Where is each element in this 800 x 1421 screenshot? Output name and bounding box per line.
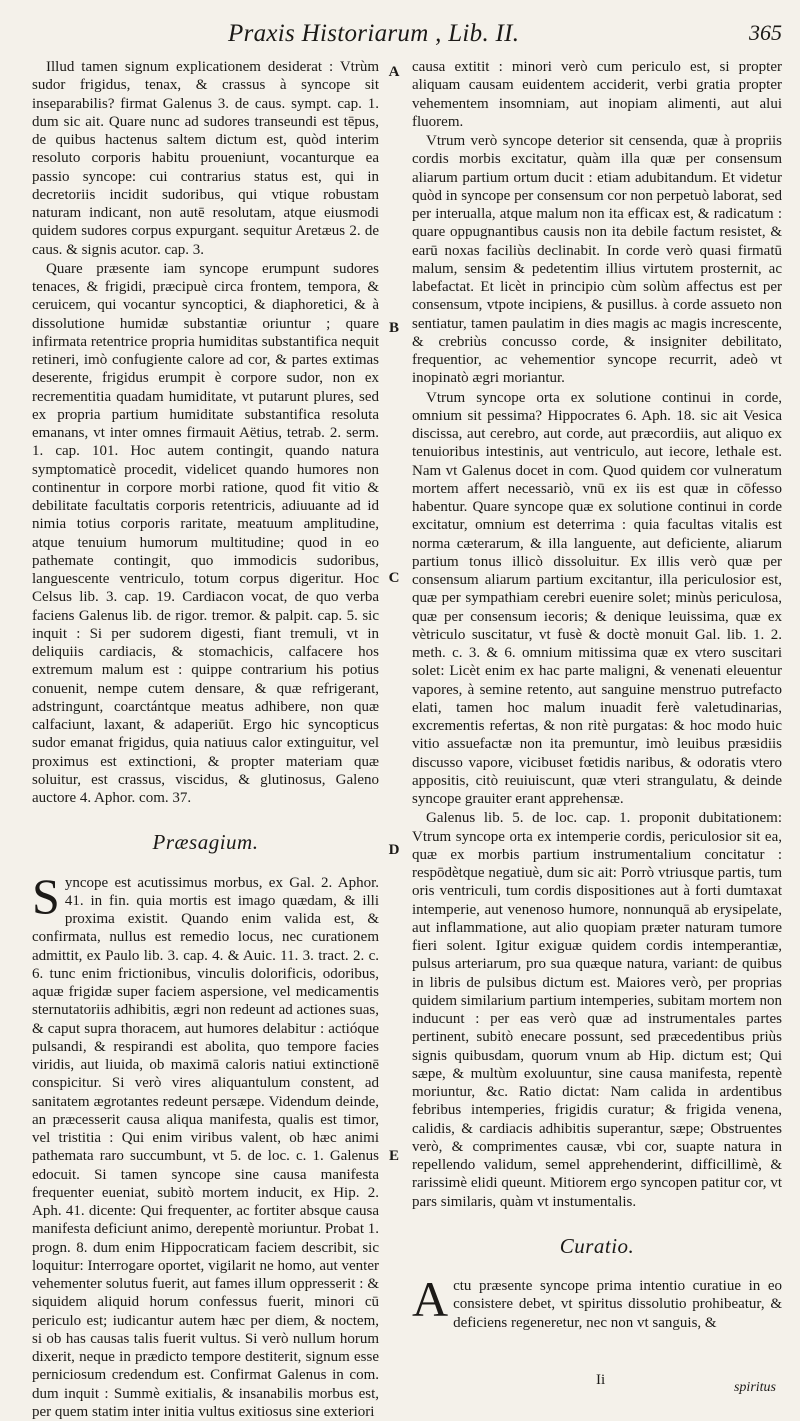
signature-mark: Ii	[596, 1372, 605, 1389]
praesagium-paragraph	[32, 874, 379, 1421]
left-paragraph: Quare præsente iam syncope erumpunt sudores tenaces, & frigidi, præcipuè circa frontem, tempora, & ceruicem, qui vocantur syncoptici, & diaphoretici, & à dissolutione humidæ substantiæ oriuntur ; quare infirmata retentrice propria humiditas substantifica nequit retineri, imò confugiente calore ad cor, & partes extimas deserente, frigidus erumpit è corpore sudor, non ex recrementitia quadam humiditate, vt putarunt plures, sed ex propria partium humiditate substantifica resoluta emanans, vt inter omnes firmauit Aëtius, tetrab. 2. serm. 1. cap. 101. Hoc autem contingit, quando natura symptomaticè procedit, videlicet quando humores non continentur in corpore morbi ratione, quod fit vitio & debilitate facultatis corporis retentricis, adiuuante ad id nimia totius corporis raritate, meatuum amplitudine, atque tenuium humorum multitudine; quod in eo pathemate contingit, quo immodicis sudoribus, languescente ventriculo, totum corpus digeritur. Hoc Celsus lib. 3. cap. 19. Cardiacon vocat, de quo verba faciens Galenus lib. de rigor. tremor. & palpit. cap. 5. sic inquit : Si per sudorem digesti, fiant tremuli, vt in deliquiis cardiacis, & stomachicis, calfacere hos extremum malum est : quippe contrarium his potius conuenit, nempe cutem densare, & quæ refrigerant, adstringunt, coarctántque meatus adhibere, non quæ calfaciunt, laxant, & adaperiūt. Ergo hic syncopticus sudor emanat frigidus, quia natiuus calor extinguitur, vel proximus est extinctioni, & propter materiam quæ soluitur, est crassus, viscidus, & glutinosus, Galeno auctore 4. Aphor. com. 37.	[32, 260, 379, 808]
right-paragraph: Galenus lib. 5. de loc. cap. 1. proponit dubitationem: Vtrum syncope orta ex intemperie cordis, periculosior sit ea, quæ ex morbis partium instrumentalium concitatur : respōdètque negatiuè, dum sic ait: Porrò vtriusque partis, tum oris ventriculi, tum cordis dispositiones aut à forti dumtaxat intemperie, aut venenoso humore, nonnunquā ab erysipelate, aut inflammatione, aut alio quopiam præter naturam tumore fieri solent. Igitur exiguæ quidem cordis intemperantiæ, pulsus arteriarum, pro sua quæque natura, variant: de quibus in libris de pulsibus dictum est. Maiores verò, per proprias quidem similarium partium intemperies, subitam mortem non inducunt : per eas verò quæ ad instrumentales partes pertinent, subitò enecare possunt, sed præcedentibus priùs signis quibusdam, quorum vnum ab Hip. dictum est; Qui sæpe, & multùm exoluuntur, sine causa manifesta, repentè moriuntur, &c. Ratio dictat: Nam calida in ardentibus febribus intemperies, frigidis curatur; & frigida venena, calidis, & cardiacis adhibitis superantur, sæpe; Obstruentes verò, & comprimentes causæ, vbi cor, suapte natura in repellendo validum, semel apprehenderint, difficillimè, & rarissimè elidi queunt. Mitiorem ergo syncopen patitur cor, vt pars similaris, quàm vt instumentalis.	[412, 809, 782, 1211]
margin-letter-b: B	[386, 320, 402, 337]
right-paragraph: Vtrum verò syncope deterior sit censenda, quæ à propriis cordis morbis excitatur, quàm illa quæ per consensum aliarum partium ortum ducit : etiam adubitandum. Et videtur quòd in syncope per consensum cor non perpetuò laborat, sed per interualla, atque malum non ita efficax est, & radicatum : quare oppugnantibus causis non ita debile factum resistet, & earū noxas faciliùs declinabit. In corde verò quasi firmatū malum, sensim & pedetentim illius virtutem prosternit, ac labefactat. Et licèt in principio cùm solùm affectus est per consensum, vtpote incipiens, & pusillus. à corde assueto non sentiatur, tamen paulatim in dies magis ac magis increscente, & crebriùs concusso corde, & insigniter debilitato, frequentior, ac vehementior syncope recurrit, adeò vt inopinatò ægri moriantur.	[412, 132, 782, 388]
section-title-praesagium: Præsagium.	[32, 833, 379, 851]
margin-letter-c: C	[386, 570, 402, 587]
left-paragraph: Illud tamen signum explicationem desiderat : Vtrùm sudor frigidus, tenax, & crassus à syncope sit inseparabilis? firmat Galenus 3. de caus. sympt. cap. 1. dum sic ait. Quare nunc ad sudores transeundi est tēpus, de quibus hactenus saltem dictum est, quòd interim resoluto corporis habitu proueniunt, vocanturque ea passio syncope: cui contrarius status est, qui in decretoriis incidit sudoribus, qui vtique robustam naturam indicant, non autē resolutam, atque eiusmodi quidem sudores corpus expurgant. sequitur Aretæus 2. de caus. & signis acutor. cap. 3.	[32, 58, 379, 259]
catchword: spiritus	[734, 1380, 776, 1396]
curatio-text: ctu præsente syncope prima intentio curatiue in eo consistere debet, vt spiritus dissolutio prohibeatur, & deficiens regeneretur, nec non vt sanguis, &	[453, 1278, 782, 1331]
margin-letter-e: E	[386, 1148, 402, 1165]
right-paragraph: Vtrum syncope orta ex solutione continui in corde, omnium sit pessima? Hippocrates 6. Aph. 18. sic ait Vesica discissa, aut cerebro, aut corde, aut præcordiis, aut aliquo ex tenuioribus intestinis, aut ventriculo, aut iecore, lethale est. Nam vt Galenus docet in com. Quod quidem cor vulneratum mortem affert necessariò, vnū ex iis est quæ in cōfesso habentur. Quare syncope quæ ex solutione continui in corde excitatur, omnium est deterrima : quia facultas vitalis est norma cæterarum, & illa languente, aut deficiente, aliarum partium tonus illicò dissoluitur. Ex illis verò quæ per consensum aliarum partium excitantur, illa periculosior est, quæ per sympathiam cerebri euenire solet; minùs periculosa, quæ per consensum iecoris; & denique leuissima, quæ ex vètriculo suscitatur, vt fusè & doctè monuit Gal. lib. 1. 2. meth. c. 3. & 6. omnium mitissima quæ ex vtero suscitari solet: Licèt enim ex hac parte maligni, & venenati eleuentur vapores, à semine retento, aut sanguine menstruo putrefacto elati, tamen hoc malum inuadit ferè valetudinarias, excrementis refertas, & non ritè purgatas: & hoc modo huic vitio assuefactæ non ita premuntur, imò leuibus præsidiis discusso vapore, vicibuset fœtidis naribus, & odoratis vtero appositis, citò reuiuiscunt, quæ vteri strangulatu, & deinde syncope grauiter erant apprehensæ.	[412, 389, 782, 809]
page-number: 365	[749, 20, 782, 46]
page-header	[0, 0, 800, 50]
dropcap-s: S	[32, 877, 60, 915]
left-column	[32, 58, 379, 1421]
curatio-paragraph	[412, 1277, 782, 1332]
right-column	[412, 58, 782, 1332]
margin-letter-a: A	[386, 64, 402, 81]
running-title: Praxis Historiarum , Lib. II.	[228, 20, 519, 48]
right-paragraph: causa extitit : minori verò cum periculo est, si propter aliquam causam euidentem acciderit, verbi gratia propter vehementem insomniam, aut inopiam alimenti, aut alui fluorem.	[412, 58, 782, 131]
section-title-curatio: Curatio.	[412, 1237, 782, 1255]
margin-letter-d: D	[386, 842, 402, 859]
dropcap-a: A	[412, 1280, 448, 1318]
praesagium-text: yncope est acutissimus morbus, ex Gal. 2. Aphor. 41. in fin. quia mortis est imago quædam, & illi proxima existit. Quando enim valida est, & confirmata, nullus est remedio locus, nec curationem admittit, ex Paulo lib. 3. cap. 4. & Auic. 11. 3. tract. 2. c. 6. tunc enim frictionibus, vinculis dolorificis, odoribus, aquæ frigidæ super faciem aspersione, vel medicamentis sternutatoriis adhibitis, ægri non redeunt ad actiones suas, & caput supra thoracem, aut humores delabitur : actióque pulsandi, & respirandi est abolita, quo tempore facies viridis, aut liuida, ob maximā caloris natiui extinctionē conspicitur. Si verò vires aliquantulum constent, ad sanitatem ægrotantes redeunt persæpe. Videndum deinde, an præcesserit causa aliqua manifesta, qualis est timor, vel tristitia : Qui enim viribus valent, ob hæc animi pathemata raro succumbunt, vt 5. de loc. c. 1. Galenus edocuit. Si tamen syncope sine causa manifesta frequenter eueniat, subitò mortem inducit, ex Hip. 2. Aph. 41. dicente: Qui frequenter, ac fortiter absque causa manifesta deficiunt animo, derepentè moriuntur. Probat 1. progn. 8. dum enim Hippocraticam faciem describit, sic loquitur: Interrogare oportet, vigilarit ne homo, aut venter vehementer solutus fuerit, aut fames illum oppresserit : & siquidem aliquid horum confessus fuerit, minori cū periculo est; iudicantur autem hæc per diem, & noctem, si ob has causas talis fuerit vultus. Si verò nullum horum dixerit, neque in prædicto tempore destiterit, signum esse perniciosum credendum est. Confirmat Galenus in com. dum inquit : Summè exitialis, & insanabilis morbus est, per quem statim inter initia vultus exitiosus sine exteriori	[32, 875, 379, 1420]
